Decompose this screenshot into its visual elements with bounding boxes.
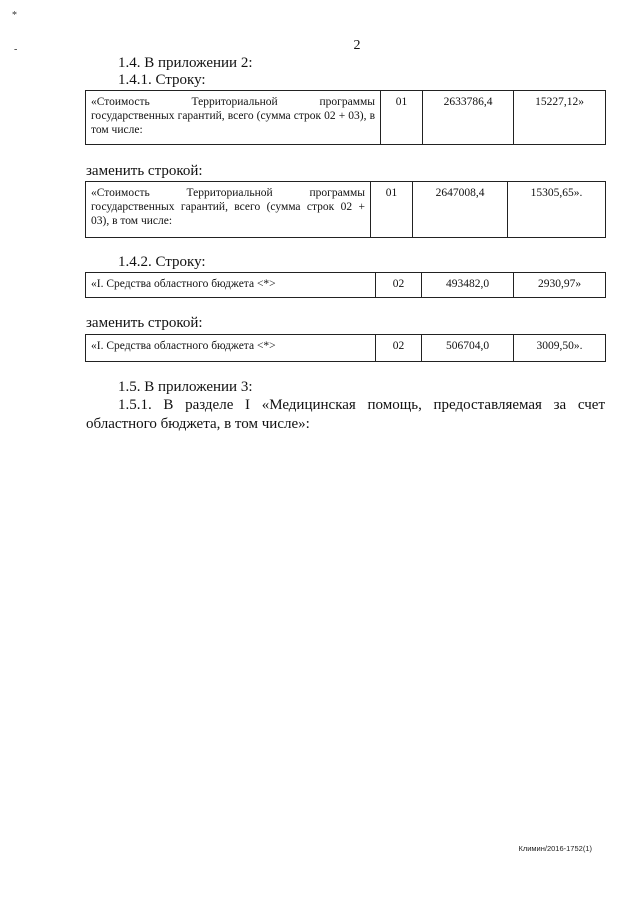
row-code: 01 <box>371 182 413 238</box>
replace-label-1: заменить строкой: <box>86 163 203 179</box>
row-total-value: 2633786,4 <box>423 91 514 145</box>
row-per-capita-value: 2930,97» <box>514 273 606 298</box>
row-per-capita-value: 15227,12» <box>514 91 606 145</box>
replace-label-2: заменить строкой: <box>86 315 203 331</box>
row-description: «I. Средства областного бюджета <*> <box>86 335 376 362</box>
row-description: «I. Средства областного бюджета <*> <box>86 273 376 298</box>
row-code: 01 <box>381 91 423 145</box>
row-total-value: 506704,0 <box>422 335 514 362</box>
row-code: 02 <box>376 273 422 298</box>
subsection-heading-1-4-2: 1.4.2. Строку: <box>118 254 206 270</box>
table-row-1-new <box>85 181 606 238</box>
table-row-1-old <box>85 90 606 145</box>
row-total-value: 2647008,4 <box>413 182 508 238</box>
subsection-heading-1-4-1: 1.4.1. Строку: <box>118 72 206 88</box>
section-heading-1-5: 1.5. В приложении 3: <box>118 379 253 395</box>
paragraph-1-5-1: 1.5.1. В разделе I «Медицинская помощь, предоставляемая за счет областного бюджета, в том числе»: <box>86 397 605 432</box>
row-code: 02 <box>376 335 422 362</box>
margin-mark-dash: - <box>14 44 18 55</box>
page-number: 2 <box>353 38 361 53</box>
row-per-capita-value: 15305,65». <box>508 182 606 238</box>
row-total-value: 493482,0 <box>422 273 514 298</box>
table-row-2-new <box>85 334 606 362</box>
table-row-2-old <box>85 272 606 298</box>
footer-reference: Климин/2016-1752(1) <box>518 844 592 853</box>
section-heading-1-4: 1.4. В приложении 2: <box>118 55 253 71</box>
row-description: «Стоимость Территориальной программы государственных гарантий, всего (сумма строк 02 + 03), в том числе: <box>86 91 381 145</box>
margin-mark-top: * <box>12 10 17 21</box>
row-description: «Стоимость Территориальной программы государственных гарантий, всего (сумма строк 02 + 03), в том числе: <box>86 182 371 238</box>
row-per-capita-value: 3009,50». <box>514 335 606 362</box>
